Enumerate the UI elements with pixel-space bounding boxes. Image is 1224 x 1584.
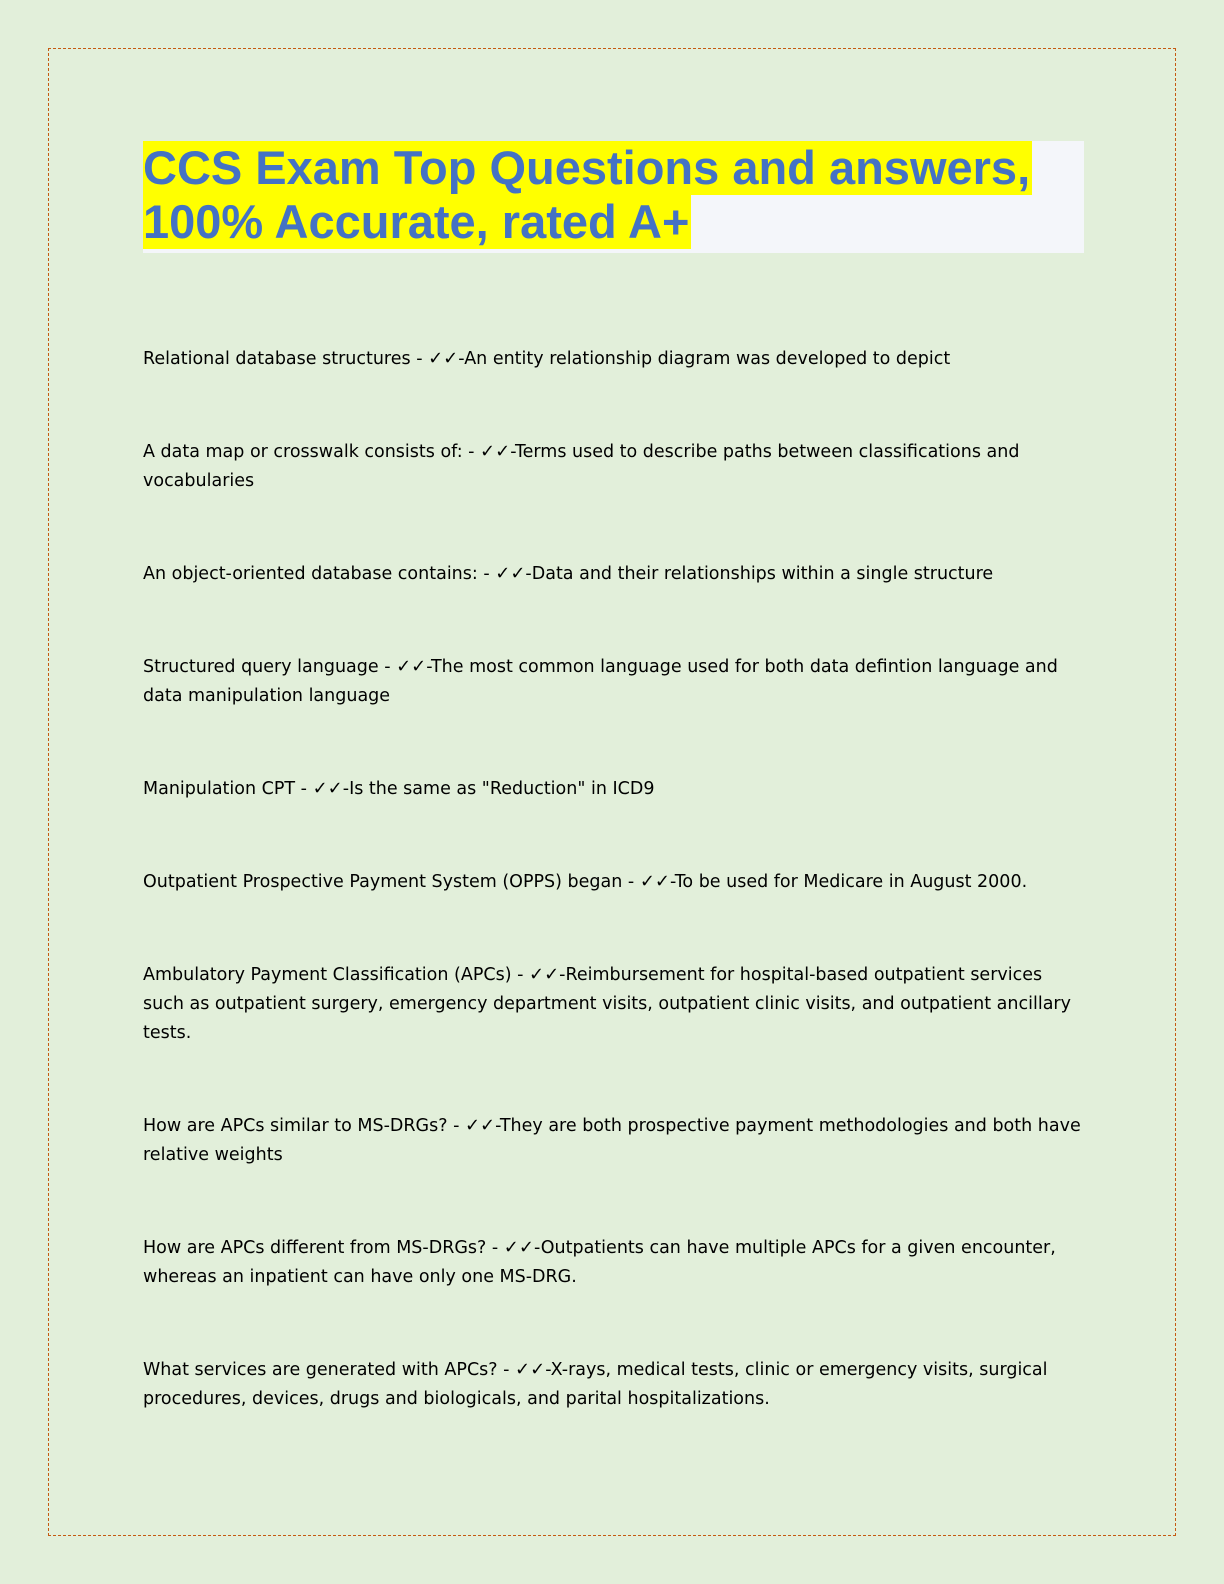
answer-text: Is the same as "Reduction" in ICD9	[349, 779, 655, 799]
question-text: A data map or crosswalk consists of:	[143, 442, 463, 462]
separator-suffix: -	[533, 1238, 541, 1258]
document-title-line-2: 100% Accurate, rated A+	[143, 195, 690, 248]
question-text: Structured query language	[143, 657, 379, 677]
qa-list	[143, 344, 1083, 1477]
check-icon: ✓✓	[529, 964, 560, 985]
answer-text: To be used for Medicare in August 2000.	[674, 872, 1028, 892]
separator-prefix: -	[477, 564, 496, 584]
separator-prefix: -	[486, 1238, 504, 1258]
qa-item	[143, 1111, 1083, 1170]
separator-prefix: -	[622, 872, 640, 892]
separator-suffix: -	[426, 657, 431, 677]
answer-text: The most common language used for both data defintion language and data manipulation language	[143, 657, 1058, 706]
separator-prefix: -	[378, 657, 397, 677]
question-text: How are APCs similar to MS-DRGs?	[143, 1116, 448, 1136]
check-icon: ✓✓	[428, 348, 459, 369]
separator-suffix: -	[342, 779, 350, 799]
separator-suffix: -	[458, 349, 465, 369]
question-text: Relational database structures	[143, 349, 411, 369]
separator-suffix: -	[545, 1360, 551, 1380]
separator-suffix: -	[510, 442, 515, 462]
separator-prefix: -	[410, 349, 429, 369]
check-icon: ✓✓	[396, 656, 427, 677]
question-text: Outpatient Prospective Payment System (OPPS) began	[143, 872, 623, 892]
answer-text: Data and their relationships within a single structure	[531, 564, 994, 584]
separator-prefix: -	[511, 965, 529, 985]
qa-item	[143, 1233, 1083, 1292]
qa-item	[143, 437, 1083, 496]
separator-suffix: -	[669, 872, 675, 892]
qa-item	[143, 1355, 1083, 1414]
qa-item	[143, 774, 1083, 804]
answer-text: Terms used to describe paths between classifications and vocabularies	[143, 442, 1020, 491]
question-text: Manipulation CPT	[143, 779, 296, 799]
check-icon: ✓✓	[515, 1359, 546, 1380]
qa-item	[143, 559, 1083, 589]
check-icon: ✓✓	[312, 778, 343, 799]
answer-text: Outpatients can have multiple APCs for a given encounter, whereas an inpatient can have only one MS-DRG.	[143, 1238, 1056, 1287]
separator-suffix: -	[559, 965, 566, 985]
qa-item	[143, 344, 1083, 374]
check-icon: ✓✓	[480, 441, 511, 462]
check-icon: ✓✓	[464, 1115, 496, 1136]
answer-text: An entity relationship diagram was developed to depict	[464, 349, 951, 369]
question-text: An object-oriented database contains:	[143, 564, 478, 584]
answer-text: They are both prospective payment methodologies and both have relative weights	[143, 1116, 1081, 1165]
check-icon: ✓✓	[639, 871, 670, 892]
answer-text: Reimbursement for hospital-based outpatient services such as outpatient surgery, emergency department visits, outpatient clinic visits, and outpatient ancillary tests.	[143, 965, 1071, 1043]
question-text: How are APCs different from MS-DRGs?	[143, 1238, 487, 1258]
question-text: Ambulatory Payment Classification (APCs)	[143, 965, 512, 985]
separator-prefix: -	[497, 1360, 516, 1380]
document-title-line-1: CCS Exam Top Questions and answers,	[143, 141, 1031, 194]
answer-text: X-rays, medical tests, clinic or emergency visits, surgical procedures, devices, drugs and biologicals, and parital hospitalizations.	[143, 1360, 1048, 1409]
separator-prefix: -	[462, 442, 481, 462]
qa-item	[143, 867, 1083, 897]
separator-prefix: -	[447, 1116, 465, 1136]
qa-item	[143, 960, 1083, 1048]
qa-item	[143, 652, 1083, 711]
question-text: What services are generated with APCs?	[143, 1360, 498, 1380]
separator-suffix: -	[495, 1116, 500, 1136]
check-icon: ✓✓	[503, 1237, 534, 1258]
title-block	[143, 141, 1084, 253]
check-icon: ✓✓	[495, 563, 526, 584]
separator-prefix: -	[295, 779, 313, 799]
separator-suffix: -	[525, 564, 532, 584]
